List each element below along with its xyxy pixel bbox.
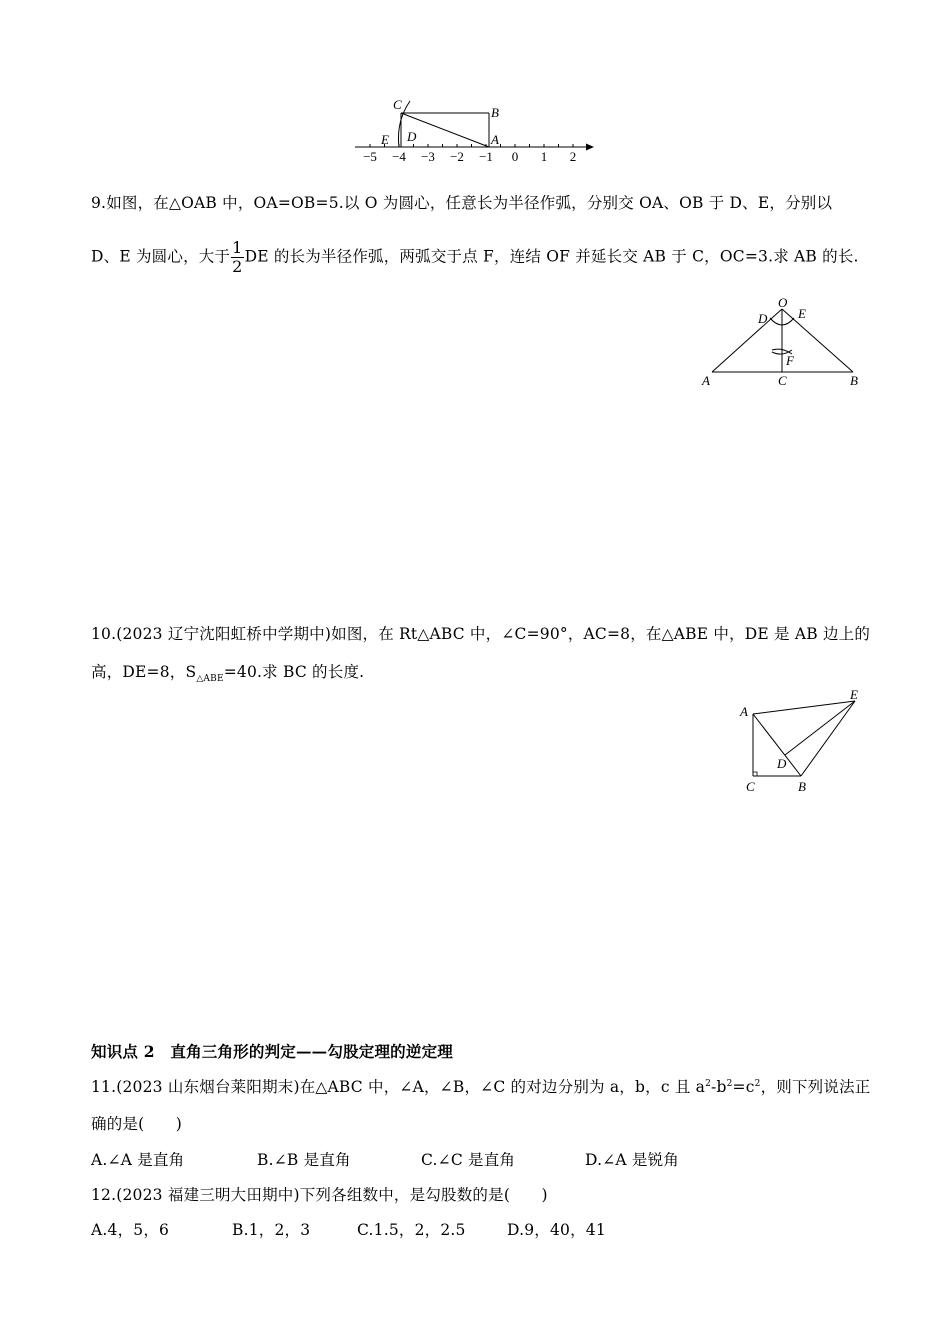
frac-num: 1	[232, 238, 243, 257]
tick-label: −3	[421, 149, 435, 164]
label-D: D	[777, 756, 787, 771]
fraction-half	[231, 240, 243, 275]
number-line-figure	[350, 95, 600, 165]
q11-option-c[interactable]: C.∠C 是直角	[421, 1151, 516, 1169]
label-C: C	[393, 97, 402, 112]
segment-OA	[712, 309, 782, 372]
q11-option-d[interactable]: D.∠A 是锐角	[585, 1151, 680, 1169]
tick-label: 0	[511, 149, 519, 164]
q10-figure	[735, 686, 865, 798]
tick-label: −2	[450, 149, 464, 164]
label-E: E	[798, 306, 806, 321]
section-title: 知识点 2 直角三角形的判定——勾股定理的逆定理	[91, 1042, 453, 1061]
label-E: E	[381, 132, 389, 147]
label-E: E	[850, 687, 858, 702]
q9-line2-post: DE 的长为半径作弧，两弧交于点 F，连结 OF 并延长交 AB 于 C，OC=3.求 AB 的长.	[244, 247, 859, 266]
frac-den: 2	[232, 257, 243, 276]
label-D: D	[758, 311, 768, 326]
q10-line2-post: =40.求 BC 的长度.	[223, 663, 365, 681]
label-A: A	[491, 132, 499, 147]
q12-line1: 12.(2023 福建三明大田期中)下列各组数中，是勾股数的是( )	[91, 1186, 548, 1204]
tick-label: 2	[569, 149, 577, 164]
q9-line2-pre: D、E 为圆心，大于	[91, 247, 231, 266]
segment-AE	[753, 701, 855, 714]
tick-label: −5	[363, 149, 377, 164]
q11-line1	[91, 1075, 870, 1097]
q11-option-b[interactable]: B.∠B 是直角	[257, 1151, 351, 1169]
label-D: D	[407, 129, 417, 144]
q11-options	[91, 1148, 679, 1170]
segment-EB	[801, 701, 855, 776]
label-A: A	[702, 373, 710, 388]
q10-sub: △ABE	[196, 674, 224, 685]
q11-line1-post: ，则下列说法正	[760, 1078, 871, 1096]
q11-eq: =c	[732, 1078, 755, 1096]
label-B: B	[491, 105, 499, 120]
q11-line1-pre: 11.(2023 山东烟台莱阳期末)在△ABC 中，∠A，∠B，∠C 的对边分别为 a，b，c 且 a	[91, 1078, 706, 1096]
label-C: C	[746, 779, 755, 794]
segment-ED	[785, 701, 855, 755]
label-B: B	[798, 779, 806, 794]
q9-figure	[698, 292, 868, 392]
sup: 2	[754, 1078, 761, 1089]
q12-option-b[interactable]: B.1，2，3	[232, 1221, 311, 1239]
q11-option-a[interactable]: A.∠A 是直角	[91, 1151, 185, 1169]
sup: 2	[705, 1078, 712, 1089]
label-A: A	[740, 704, 748, 719]
q11-mid: -b	[711, 1078, 727, 1096]
tick-label: 1	[540, 149, 548, 164]
q9-line2	[91, 240, 859, 275]
tick-label: −4	[392, 149, 406, 164]
q10-line2	[91, 660, 364, 684]
q10-line1: 10.(2023 辽宁沈阳虹桥中学期中)如图，在 Rt△ABC 中，∠C=90°，AC=8，在△ABE 中，DE 是 AB 边上的	[91, 625, 871, 643]
q12-option-a[interactable]: A.4，5，6	[91, 1221, 170, 1239]
q12-options	[91, 1218, 606, 1240]
q12-option-c[interactable]: C.1.5，2，2.5	[357, 1221, 466, 1239]
q9-line1: 9.如图，在△OAB 中，OA=OB=5.以 O 为圆心，任意长为半径作弧，分别交 OA、OB 于 D、E，分别以	[91, 194, 833, 212]
tick-label: −1	[479, 149, 493, 164]
label-F: F	[786, 353, 794, 368]
q12-option-d[interactable]: D.9，40，41	[507, 1221, 606, 1239]
label-B: B	[850, 373, 858, 388]
sup: 2	[726, 1078, 733, 1089]
label-C: C	[778, 373, 787, 388]
q10-line2-pre: 高，DE=8，S	[91, 663, 197, 681]
q11-line2: 确的是( )	[91, 1115, 182, 1133]
label-O: O	[778, 295, 788, 310]
